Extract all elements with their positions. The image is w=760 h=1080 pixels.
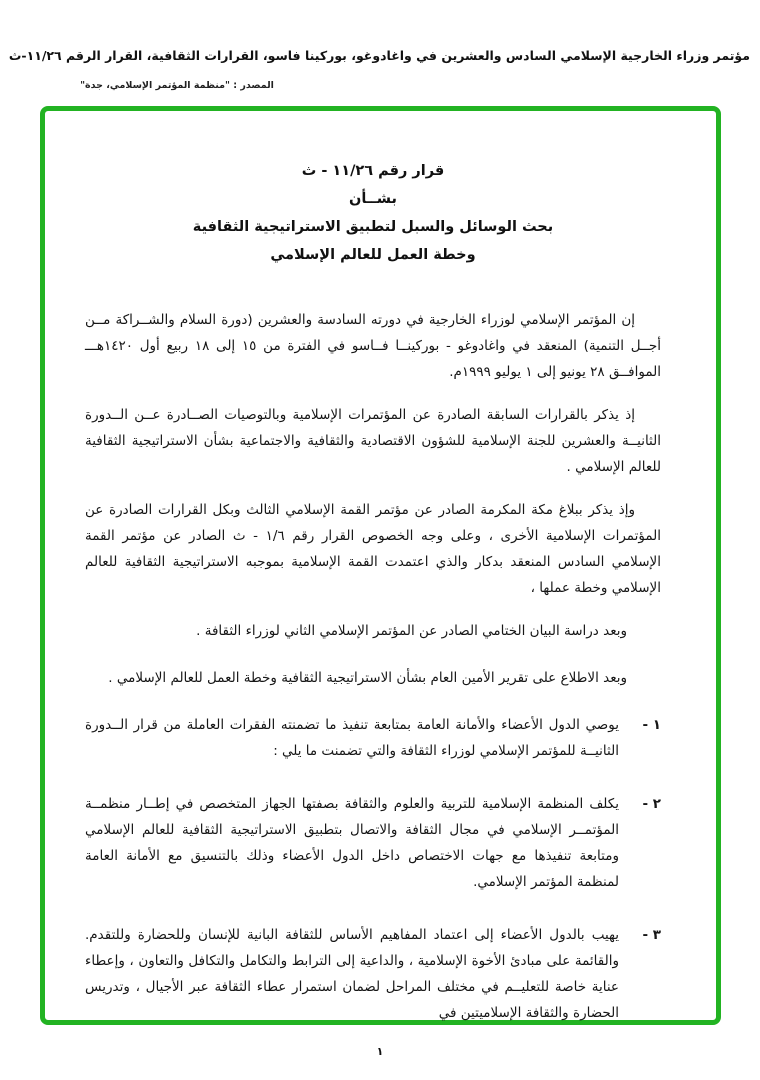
resolution-subject-line1: بحث الوسائل والسبل لتطبيق الاستراتيجية الثقافية bbox=[192, 219, 554, 235]
green-document-frame bbox=[40, 106, 721, 1025]
resolution-subject-line2: وخطة العمل للعالم الإسلامي bbox=[270, 247, 476, 263]
clause-number-3: ٣ - bbox=[642, 927, 661, 943]
preamble-paragraph-4: وبعد دراسة البيان الختامي الصادر عن المؤتمر الإسلامي الثاني لوزراء الثقافة . bbox=[196, 623, 627, 639]
page-number: ١ bbox=[376, 1045, 384, 1058]
resolution-title bbox=[85, 157, 661, 269]
document-header-caption: مؤتمر وزراء الخارجية الإسلامي السادس والعشرين في واغادوغو، بوركينا فاسو، القرارات الثقافية، القرار الرقم ١١/٢٦-ث bbox=[8, 48, 750, 63]
resolution-body bbox=[45, 111, 716, 1026]
resolution-clauses bbox=[85, 712, 661, 1026]
clause-text-3: يهيب بالدول الأعضاء إلى اعتماد المفاهيم الأساس للثقافة البانية للإنسان وللحضارة وللتقدم. والقائمة على مبادئ الأخوة الإسلامية ، والداعية إلى الترابط والتكامل والتكافل والتعاون ، وإعطاء عناية خاصة للتعليــم في مختلف المراحل لضمان استمرار عطاء الثقافة عبر الأجيال ، وتدريس الحضارة والثقافة الإسلاميتين في bbox=[85, 927, 619, 1021]
preamble-paragraph-3: وإذ يذكر ببلاغ مكة المكرمة الصادر عن مؤتمر القمة الإسلامي الثالث وبكل القرارات الصادرة عن المؤتمرات الإسلامية الأخرى ، وعلى وجه الخصوص القرار رقم ١/٦ - ث الصادر عن مؤتمر القمة الإسلامي السادس المنعقد بدكار والذي اعتمدت القمة الإسلامية بموجبه الاستراتيجية الثقافية للعالم الإسلامي وخطة عملها ، bbox=[85, 502, 661, 596]
clause-item-3 bbox=[85, 922, 661, 1026]
resolution-subject-word: بشــأن bbox=[349, 191, 397, 207]
document-source-caption: المصدر : "منظمة المؤتمر الإسلامي، جدة" bbox=[80, 80, 274, 91]
preamble-paragraph-1: إن المؤتمر الإسلامي لوزراء الخارجية في دورته السادسة والعشرين (دورة السلام والشــراكة مــن أجــل التنمية) المنعقد في واغادوغو - بوركينــا فــاسو في الفترة من ١٥ إلى ١٨ ربيع أول ١٤٢٠هـــ الموافــق ٢٨ يونيو إلى ١ يوليو ١٩٩٩م. bbox=[85, 312, 661, 380]
clause-text-1: يوصي الدول الأعضاء والأمانة العامة بمتابعة تنفيذ ما تضمنته الفقرات العاملة من قرار الــدورة الثانيــة للمؤتمر الإسلامي لوزراء الثقافة والتي تضمنت ما يلي : bbox=[85, 717, 619, 759]
clause-number-2: ٢ - bbox=[642, 796, 661, 812]
clause-item-1 bbox=[85, 712, 661, 764]
preamble-paragraph-5: وبعد الاطلاع على تقرير الأمين العام بشأن الاستراتيجية الثقافية وخطة العمل للعالم الإسلامي . bbox=[108, 670, 627, 686]
clause-number-1: ١ - bbox=[642, 717, 661, 733]
resolution-number-line: قرار رقم ١١/٢٦ - ث bbox=[301, 163, 445, 179]
preamble-paragraph-2: إذ يذكر بالقرارات السابقة الصادرة عن المؤتمرات الإسلامية وبالتوصيات الصــادرة عــن الــدورة الثانيــة والعشرين للجنة الإسلامية للشؤون الاقتصادية والثقافية والاجتماعية بشأن الاستراتيجية الثقافية للعالم الإسلامي . bbox=[85, 407, 661, 475]
clause-text-2: يكلف المنظمة الإسلامية للتربية والعلوم والثقافة بصفتها الجهاز المتخصص في إطــار منظمــة المؤتمــر الإسلامي في مجال الثقافة والاتصال بتطبيق الاستراتيجية الثقافية للعالم الإسلامي ومتابعة تنفيذها مع جهات الاختصاص داخل الدول الأعضاء وذلك بالتنسيق مع الأمانة العامة لمنظمة المؤتمر الإسلامي. bbox=[85, 796, 619, 890]
clause-item-2 bbox=[85, 791, 661, 895]
